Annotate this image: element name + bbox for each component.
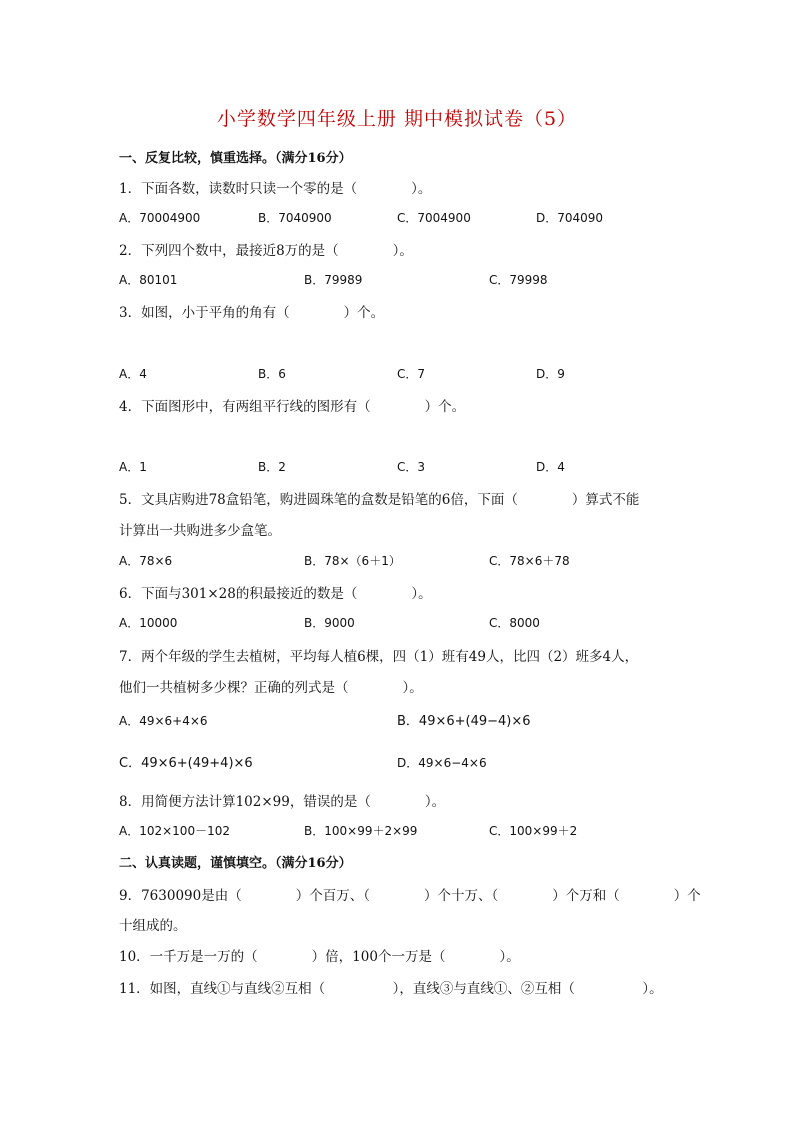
- q4-option-c: C．3: [397, 460, 426, 474]
- question-9-line-2: 十组成的。: [119, 918, 187, 934]
- question-9-line-1: 9．7630090是由（ ）个百万、（ ）个十万、（ ）个万和（ ）个: [119, 888, 701, 904]
- question-8: 8．用简便方法计算102×99，错误的是（ ）。: [119, 794, 446, 810]
- q2-option-c: C．79998: [489, 273, 548, 287]
- q3-option-d: D．9: [536, 367, 565, 381]
- q7-option-b: B．49×6+(49−4)×6: [397, 714, 531, 729]
- q1-option-b: B．7040900: [258, 211, 332, 225]
- q6-option-a: A．10000: [119, 616, 178, 630]
- q7-option-d: D．49×6−4×6: [397, 756, 487, 770]
- q3-option-c: C．7: [397, 367, 426, 381]
- q2-option-a: A．80101: [119, 273, 178, 287]
- q8-option-a: A．102×100－102: [119, 824, 230, 838]
- question-4: 4．下面图形中，有两组平行线的图形有（ ）个。: [119, 399, 466, 415]
- q8-option-b: B．100×99＋2×99: [304, 824, 418, 838]
- question-7-line-1: 7．两个年级的学生去植树，平均每人植6棵，四（1）班有49人，比四（2）班多4人，: [119, 649, 639, 665]
- q4-option-a: A．1: [119, 460, 147, 474]
- q3-option-a: A．4: [119, 367, 147, 381]
- question-1: 1．下面各数，读数时只读一个零的是（ ）。: [119, 181, 432, 197]
- q1-option-c: C．7004900: [397, 211, 471, 225]
- question-11: 11．如图，直线①与直线②互相（ ），直线③与直线①、②互相（ ）。: [119, 981, 663, 997]
- q2-option-b: B．79989: [304, 273, 363, 287]
- question-3: 3．如图，小于平角的角有（ ）个。: [119, 305, 385, 321]
- q4-option-d: D．4: [536, 460, 565, 474]
- q6-option-b: B．9000: [304, 616, 355, 630]
- question-2: 2．下列四个数中，最接近8万的是（ ）。: [119, 243, 413, 259]
- question-7-line-2: 他们一共植树多少棵？正确的列式是（ ）。: [119, 680, 423, 696]
- q1-option-a: A．70004900: [119, 211, 201, 225]
- exam-title: 小学数学四年级上册 期中模拟试卷（5）: [216, 108, 578, 130]
- q7-option-a: A．49×6+4×6: [119, 714, 208, 728]
- question-10: 10．一千万是一万的（ ）倍，100个一万是（ ）。: [119, 949, 520, 965]
- q3-option-b: B．6: [258, 367, 286, 381]
- q5-option-c: C．78×6＋78: [489, 554, 570, 568]
- q7-option-c: C．49×6+(49+4)×6: [119, 756, 253, 771]
- section-2-heading: 二、认真读题，谨慎填空。（满分16分）: [119, 856, 352, 871]
- q5-option-b: B．78×（6＋1）: [304, 554, 401, 568]
- q8-option-c: C．100×99＋2: [489, 824, 578, 838]
- section-1-heading: 一、反复比较，慎重选择。（满分16分）: [119, 151, 352, 166]
- q4-option-b: B．2: [258, 460, 286, 474]
- question-5-line-1: 5．文具店购进78盒铅笔，购进圆珠笔的盒数是铅笔的6倍，下面（ ）算式不能: [119, 492, 640, 508]
- question-6: 6．下面与301×28的积最接近的数是（ ）。: [119, 586, 432, 602]
- q5-option-a: A．78×6: [119, 554, 173, 568]
- question-5-line-2: 计算出一共购进多少盒笔。: [119, 523, 281, 539]
- q1-option-d: D．704090: [536, 211, 604, 225]
- q6-option-c: C．8000: [489, 616, 540, 630]
